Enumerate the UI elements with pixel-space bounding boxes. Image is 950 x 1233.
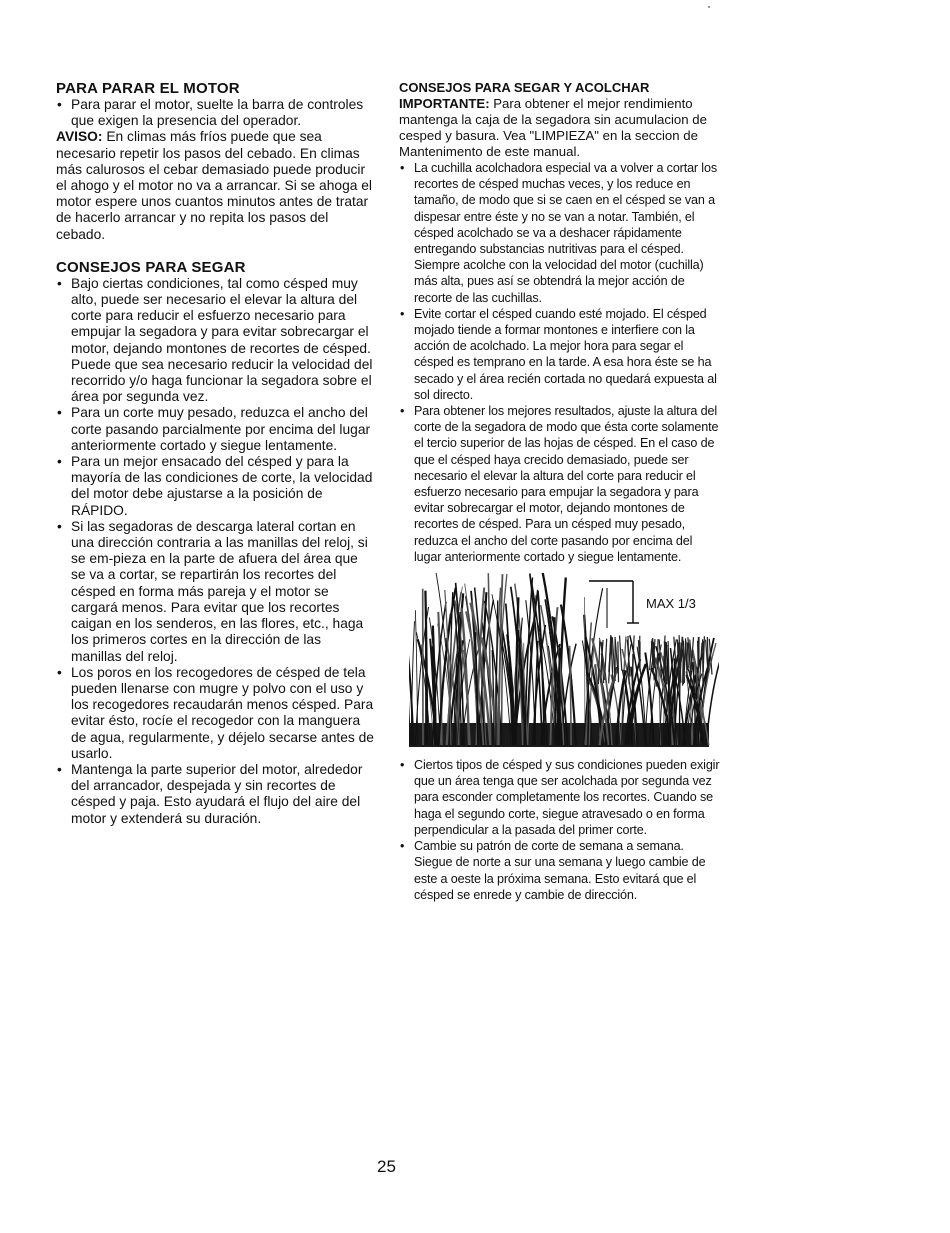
mowing-tips-list <box>56 276 374 827</box>
list-item: • Bajo ciertas condiciones, tal como césped muy alto, puede ser necesario el elevar la altura del corte para reducir el esfuerzo necesario para empujar la segadora y para evitar sobrecargar el motor, dejando montones de recortes de césped. Puede que sea necesario reducir la velocidad del recorrido y/o haga funcionar la segadora sobre el área por segunda vez. <box>56 276 374 406</box>
mulching-tips-list <box>399 160 721 565</box>
list-item: • Si las segadoras de descarga lateral cortan en una dirección contraria a las manillas del reloj, si se em-pieza en la parte de afuera del área que se va a cortar, se repartirán los recortes del césped en forma más pareja y el motor se cargará menos. Para evitar que los recortes caigan en los senderos, en las flores, etc., haga los primeros cortes en la dirección de las manillas del reloj. <box>56 519 374 665</box>
list-item: • Los poros en los recogedores de césped de tela pueden llenarse con mugre y polvo con el uso y los recogedores recaudarán menos césped. Para evitar ésto, rocíe el recogedor con la manguera de agua, regularmente, y déjelo secarse antes de usarlo. <box>56 665 374 762</box>
list-item: • Para parar el motor, suelte la barra de controles que exigen la presencia del operador. <box>56 97 374 129</box>
aviso-text: En climas más fríos puede que sea necesario repetir los pasos del cebado. En climas más calurosos el cebar demasiado puede producir el ahogo y el motor no va a arrancar. Si se ahoga el motor espere unos cuantos minutos antes de tratar de hacerlo arrancar y no repita los pasos del cebado. <box>56 129 372 242</box>
list-item: • Ciertos tipos de césped y sus condiciones pueden exigir que un área tenga que ser acolchada por segunda vez para esconder completamente los recortes. Cuando se haga el segundo corte, siegue atravesado o en forma perpendicular a la pasada del primer corte. <box>399 757 721 838</box>
important-text: Para obtener el mejor rendimiento mantenga la caja de la segadora sin acumulacion de cesped y basura. Vea "LIMPIEZA" en la seccion de Mantenimento de este manual. <box>399 96 707 159</box>
heading-mowing-tips: CONSEJOS PARA SEGAR <box>56 258 246 276</box>
list-item: • Mantenga la parte superior del motor, alrededor del arrancador, despejada y sin recortes de césped y paja. Esto ayudará el flujo del aire del motor y extenderá su duración. <box>56 762 374 827</box>
list-item: • Cambie su patrón de corte de semana a semana. Siegue de norte a sur una semana y luego cambie de este a oeste la próxima semana. Esto evitará que el césped se enrede y cambie de dirección. <box>399 838 721 903</box>
heading-mulching-tips: CONSEJOS PARA SEGAR Y ACOLCHAR <box>399 80 650 95</box>
list-item: • Para un mejor ensacado del césped y para la mayoría de las condiciones de corte, la velocidad del motor debe ajustarse a la posición de RÁPIDO. <box>56 454 374 519</box>
heading-stop-engine: PARA PARAR EL MOTOR <box>56 80 240 97</box>
grass-height-illustration <box>409 573 719 751</box>
page-number: 25 <box>377 1157 396 1176</box>
right-column <box>399 80 721 903</box>
aviso-paragraph <box>56 129 374 242</box>
aviso-label: AVISO: <box>56 129 103 145</box>
list-item: • La cuchilla acolchadora especial va a volver a cortar los recortes de césped muchas veces, y los reduce en tamaño, de modo que si se caen en el césped se van a dispesar entre éste y no se van a notar. También, el césped acolchado se va a deshacer rápidamente entregando substancias nutritivas para el césped. Siempre acolche con la velocidad del motor (cuchilla) más alta, pues así se obtendrá la mejor acción de recorte de las cuchillas. <box>399 160 721 306</box>
list-item: • Evite cortar el césped cuando esté mojado. El césped mojado tiende a formar montones e interfiere con la acción de acolchado. La mejor hora para segar el césped es temprano en la tarde. A esa hora éste se ha secado y el área recién cortada no quedará expuesta al sol directo. <box>399 306 721 403</box>
important-label: IMPORTANTE: <box>399 96 490 111</box>
mulching-tips-list-continued <box>399 757 721 903</box>
important-paragraph <box>399 96 721 160</box>
list-item: • Para un corte muy pesado, reduzca el ancho del corte pasando parcialmente por encima del lugar anteriormente cortado y siegue lentamente. <box>56 405 374 454</box>
scan-speck <box>708 6 710 8</box>
left-column <box>56 80 374 827</box>
stop-engine-list <box>56 97 374 129</box>
max-third-label: MAX 1/3 <box>646 596 696 612</box>
list-item: • Para obtener los mejores resultados, ajuste la altura del corte de la segadora de modo que ésta corte solamente el tercio superior de las hojas de césped. En el caso de que el césped haya crecido demasiado, puede ser necesario el elevar la altura del corte para reducir el esfuerzo necesario para empujar la segadora y para evitar sobrecargar el motor, dejando montones de recortes de césped. Para un césped muy pesado, reduzca el ancho del corte pasando por encima del lugar anteriormente cortado y siegue lentamente. <box>399 403 721 565</box>
